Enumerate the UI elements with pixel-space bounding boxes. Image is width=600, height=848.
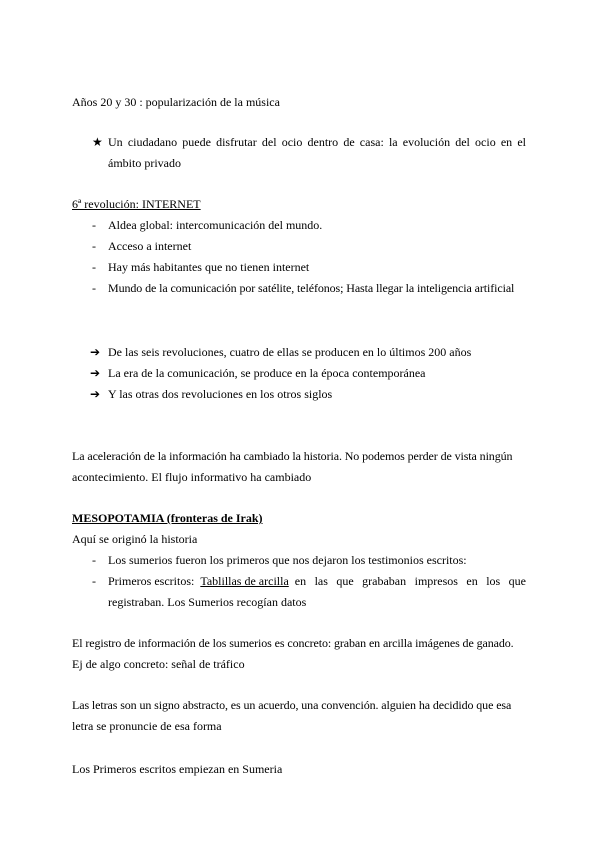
mesopotamia-heading: MESOPOTAMIA (fronteras de Irak) (72, 511, 263, 525)
item2-suffix: en las que grababan impresos en los que (294, 574, 526, 588)
paragraph-sumeria: Los Primeros escritos empiezan en Sumeria (72, 762, 283, 776)
registro-line-2: Ej de algo concreto: señal de tráfico (72, 657, 245, 671)
ocio-line-2: ámbito privado (108, 156, 181, 170)
dash-bullet: - (92, 239, 96, 253)
star-bullet-icon: ★ (92, 135, 103, 149)
arrow-right-icon: ➔ (90, 345, 101, 359)
letras-line-2: letra se pronuncie de esa forma (72, 719, 222, 733)
dash-bullet: - (92, 574, 96, 588)
aceleracion-line-1: La aceleración de la información ha cambiado la historia. No podemos perder de vista ningún (72, 449, 513, 463)
ocio-line-1: Un ciudadano puede disfrutar del ocio dentro de casa: la evolución del ocio en el (108, 135, 526, 149)
revolucion-item-2: La era de la comunicación, se produce en la época contemporánea (108, 366, 426, 380)
internet-item-2: Acceso a internet (108, 239, 192, 253)
aceleracion-line-2: acontecimiento. El flujo informativo ha cambiado (72, 470, 312, 484)
revolucion-item-1: De las seis revoluciones, cuatro de ellas se producen en lo últimos 200 años (108, 345, 472, 359)
dash-bullet: - (92, 260, 96, 274)
paragraph-musica: Años 20 y 30 : popularización de la música (72, 95, 280, 109)
revolucion-item-3: Y las otras dos revoluciones en los otros siglos (108, 387, 333, 401)
dash-bullet: - (92, 218, 96, 232)
mesopotamia-item-2-line-2: registraban. Los Sumerios recogían datos (108, 595, 307, 609)
mesopotamia-subtitle: Aquí se originó la historia (72, 532, 198, 546)
mesopotamia-item-2 (108, 574, 526, 588)
letras-line-1: Las letras son un signo abstracto, es un acuerdo, una convención. alguien ha decidido que esa (72, 698, 512, 712)
internet-item-1: Aldea global: intercomunicación del mundo. (108, 218, 323, 232)
internet-item-3: Hay más habitantes que no tienen internet (108, 260, 310, 274)
registro-line-1: El registro de información de los sumerios es concreto: graban en arcilla imágenes de ganado. (72, 636, 514, 650)
internet-heading: 6ª revolución: INTERNET (72, 197, 201, 211)
mesopotamia-item-1: Los sumerios fueron los primeros que nos dejaron los testimonios escritos: (108, 553, 467, 567)
arrow-right-icon: ➔ (90, 387, 101, 401)
internet-item-4: Mundo de la comunicación por satélite, teléfonos; Hasta llegar la inteligencia artificial (108, 281, 515, 295)
arrow-right-icon: ➔ (90, 366, 101, 380)
dash-bullet: - (92, 553, 96, 567)
item2-prefix: Primeros escritos: (108, 574, 195, 588)
tablillas-term: Tablillas de arcilla (200, 574, 289, 588)
dash-bullet: - (92, 281, 96, 295)
